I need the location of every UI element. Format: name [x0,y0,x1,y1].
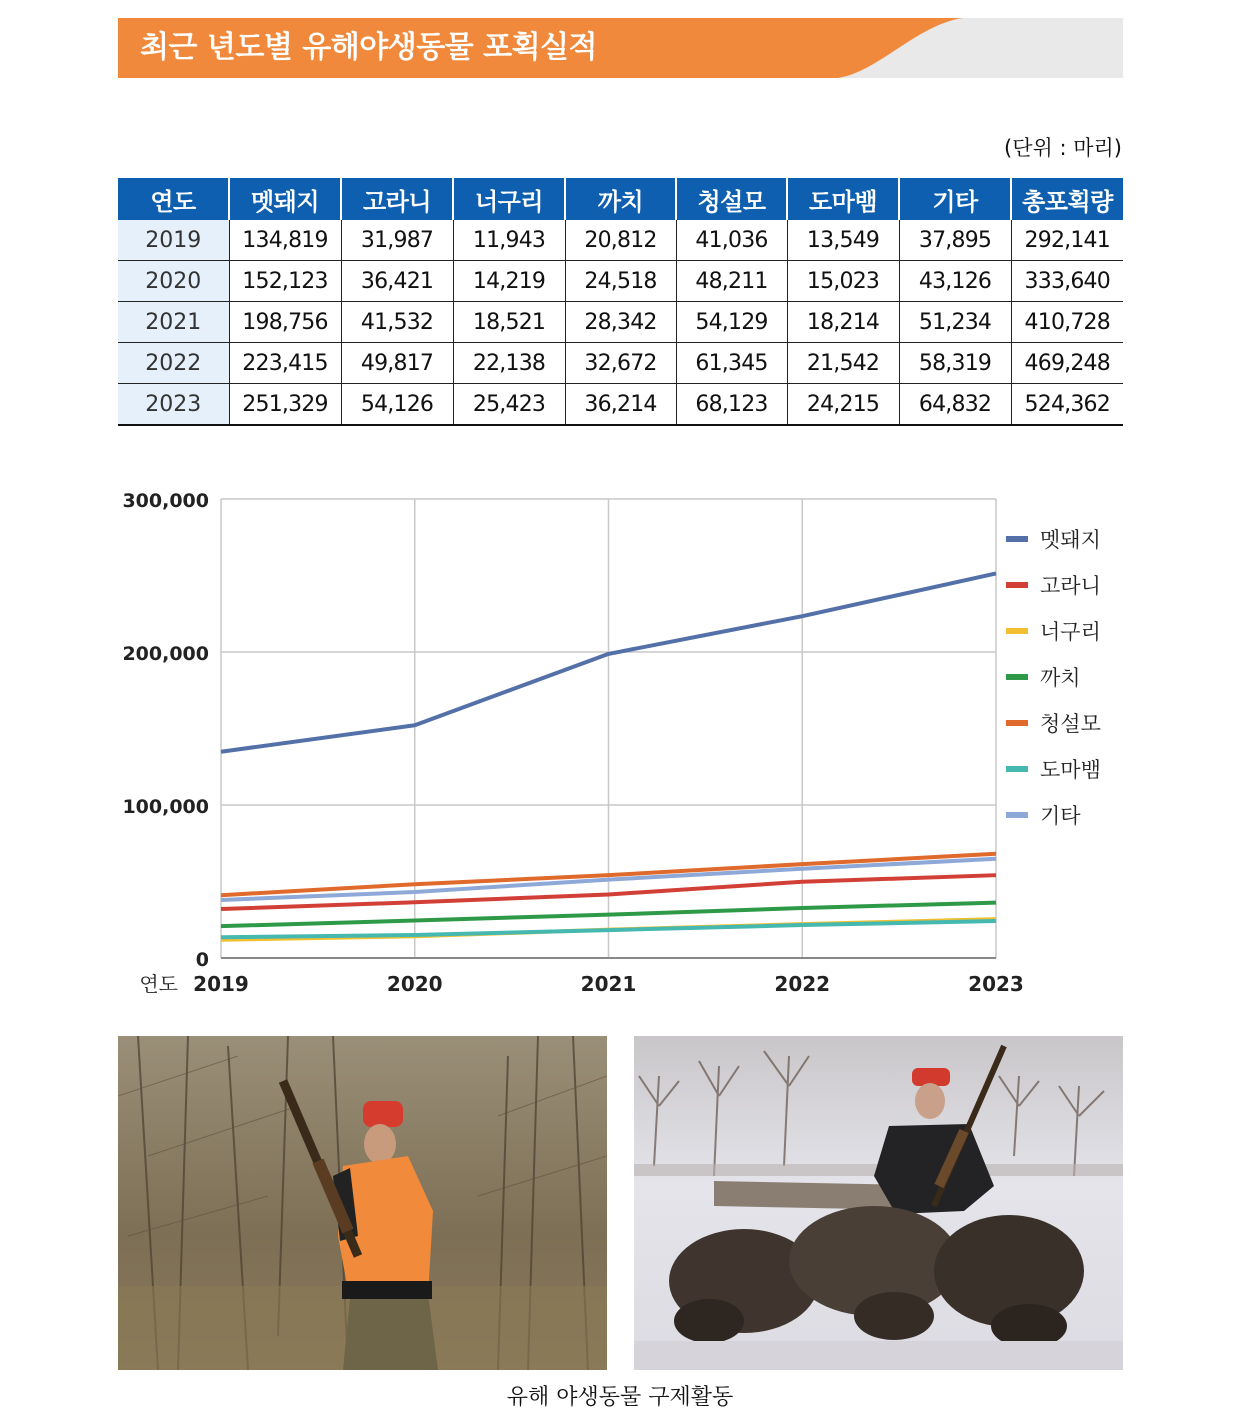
cell-year: 2022 [118,343,229,384]
capture-stats-table [118,178,1123,426]
table-cell: 22,138 [453,343,565,384]
section-banner [118,18,1123,78]
chart-legend [1006,528,1101,828]
table-cell: 61,345 [676,343,787,384]
table-cell: 68,123 [676,384,787,426]
legend-swatch [1006,536,1028,542]
x-tick-label: 2019 [193,972,249,996]
cell-year: 2019 [118,220,229,261]
table-row [118,343,1123,384]
legend-swatch [1006,720,1028,726]
legend-swatch [1006,674,1028,680]
table-cell: 48,211 [676,261,787,302]
table-cell: 41,532 [341,302,453,343]
legend-label: 청설모 [1040,712,1101,736]
table-cell: 28,342 [565,302,676,343]
legend-swatch [1006,628,1028,634]
unit-note: (단위 : 마리) [1004,136,1122,160]
line-chart [118,478,1123,1008]
y-tick-label: 300,000 [122,490,209,512]
table-cell: 36,214 [565,384,676,426]
table-cell: 11,943 [453,220,565,261]
legend-label: 너구리 [1040,620,1101,644]
table-cell: 54,129 [676,302,787,343]
table-cell: 223,415 [229,343,341,384]
photo-caption: 유해 야생동물 구제활동 [506,1385,734,1410]
section-title: 최근 년도별 유해야생동물 포획실적 [140,30,598,65]
header-other: 기타 [899,178,1011,220]
x-tick-label: 2022 [774,972,831,996]
table-cell: 43,126 [899,261,1011,302]
table-cell: 58,319 [899,343,1011,384]
table-cell: 31,987 [341,220,453,261]
header-magpie: 까치 [565,178,676,220]
table-cell: 524,362 [1011,384,1123,426]
table-cell: 152,123 [229,261,341,302]
table-cell: 25,423 [453,384,565,426]
y-tick-label: 100,000 [122,796,209,818]
hunter-aiming-image [118,1036,607,1370]
header-squirrel: 청설모 [676,178,787,220]
table-cell: 13,549 [787,220,899,261]
header-wild-boar: 멧돼지 [229,178,341,220]
table-row [118,220,1123,261]
table-cell: 410,728 [1011,302,1123,343]
table-row [118,302,1123,343]
photo-hunter-aiming [118,1036,607,1370]
x-tick-label: 2021 [580,972,637,996]
table-cell: 18,521 [453,302,565,343]
table-cell: 21,542 [787,343,899,384]
legend-label: 까치 [1040,666,1081,690]
table-cell: 198,756 [229,302,341,343]
table-row [118,261,1123,302]
table-cell: 469,248 [1011,343,1123,384]
legend-swatch [1006,766,1028,772]
table-cell: 251,329 [229,384,341,426]
header-total: 총포획량 [1011,178,1123,220]
table-cell: 41,036 [676,220,787,261]
cell-year: 2023 [118,384,229,426]
table-cell: 333,640 [1011,261,1123,302]
table-cell: 18,214 [787,302,899,343]
legend-label: 기타 [1040,804,1081,828]
table-row [118,384,1123,426]
legend-label: 멧돼지 [1040,528,1101,552]
x-tick-label: 2020 [386,972,443,996]
table-cell: 20,812 [565,220,676,261]
table-cell: 24,518 [565,261,676,302]
table-cell: 24,215 [787,384,899,426]
table-cell: 49,817 [341,343,453,384]
hunter-with-boars-image [634,1036,1123,1370]
table-cell: 36,421 [341,261,453,302]
header-lizard: 도마뱀 [787,178,899,220]
legend-label: 도마뱀 [1040,758,1101,782]
legend-swatch [1006,812,1028,818]
header-raccoon-dog: 너구리 [453,178,565,220]
table-header-row [118,178,1123,220]
table-cell: 37,895 [899,220,1011,261]
x-axis-label: 연도 [139,972,178,996]
header-water-deer: 고라니 [341,178,453,220]
table-cell: 14,219 [453,261,565,302]
legend-swatch [1006,582,1028,588]
table-cell: 134,819 [229,220,341,261]
x-tick-label: 2023 [968,972,1024,996]
header-year: 연도 [118,178,229,220]
legend-label: 고라니 [1040,574,1101,598]
table-cell: 54,126 [341,384,453,426]
photo-hunter-with-boars [634,1036,1123,1370]
cell-year: 2021 [118,302,229,343]
table-cell: 15,023 [787,261,899,302]
y-tick-label: 0 [195,949,209,971]
y-tick-label: 200,000 [122,643,209,665]
table-cell: 292,141 [1011,220,1123,261]
table-cell: 32,672 [565,343,676,384]
table-cell: 64,832 [899,384,1011,426]
cell-year: 2020 [118,261,229,302]
table-cell: 51,234 [899,302,1011,343]
